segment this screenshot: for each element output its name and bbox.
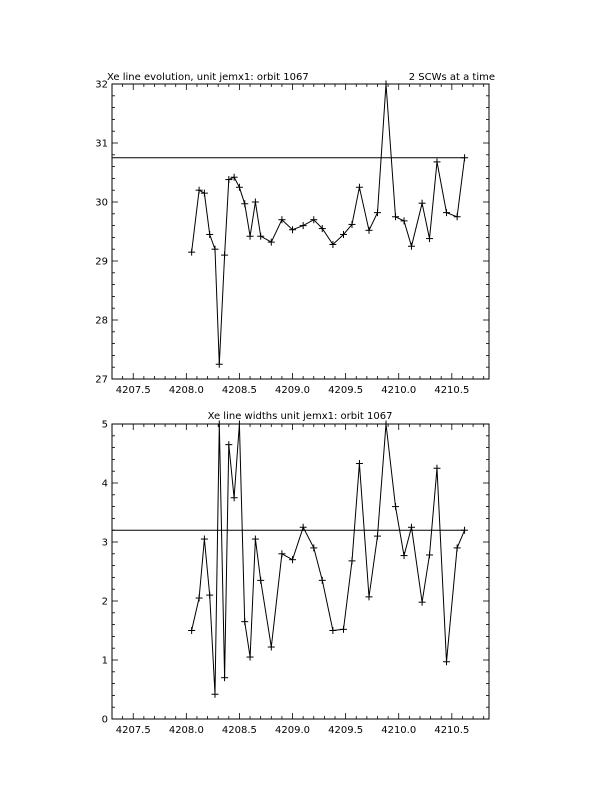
panel-xe-line-evolution <box>95 72 495 396</box>
data-point <box>278 550 285 557</box>
axis-ticks <box>112 84 489 379</box>
chart-title: Xe line widths unit jemx1: orbit 1067 <box>207 411 393 422</box>
y-tick-label: 29 <box>95 256 108 268</box>
data-point <box>408 243 415 250</box>
x-tick-label: 4208.0 <box>168 725 204 736</box>
data-point <box>461 154 468 161</box>
y-tick-label: 4 <box>101 478 108 490</box>
chart-title: Xe line evolution, unit jemx1: orbit 1067 <box>107 72 309 83</box>
x-tick-label: 4209.0 <box>275 725 311 736</box>
data-point <box>319 577 326 584</box>
data-point <box>289 556 296 563</box>
data-point <box>392 503 399 510</box>
data-point <box>221 674 228 681</box>
x-tick-label: 4208.5 <box>221 385 257 396</box>
data-point <box>419 599 426 606</box>
data-point <box>206 592 213 599</box>
x-tick-label: 4210.5 <box>434 725 470 736</box>
plot-frame <box>112 424 489 719</box>
x-tick-label: 4208.5 <box>221 725 257 736</box>
data-point <box>454 213 461 220</box>
x-tick-label: 4210.5 <box>434 385 470 396</box>
data-point <box>247 233 254 240</box>
axis-ticks <box>112 424 489 719</box>
y-tick-label: 1 <box>101 655 108 667</box>
x-tick-label: 4209.5 <box>328 385 364 396</box>
data-point <box>401 217 408 224</box>
data-point <box>426 235 433 242</box>
y-tick-label: 0 <box>101 714 108 726</box>
data-point <box>426 551 433 558</box>
data-point <box>365 593 372 600</box>
y-tick-label: 30 <box>95 197 108 209</box>
y-tick-label: 31 <box>95 138 108 150</box>
data-point <box>206 231 213 238</box>
tick-labels <box>102 420 470 737</box>
data-point <box>221 252 228 259</box>
data-point <box>300 222 307 229</box>
data-point <box>268 644 275 651</box>
data-point <box>356 460 363 467</box>
data-point <box>241 200 248 207</box>
plot-area <box>112 421 468 698</box>
data-series-line <box>192 424 465 694</box>
data-point <box>443 658 450 665</box>
plot-area <box>112 81 468 368</box>
data-point <box>257 233 264 240</box>
data-point <box>216 361 223 368</box>
data-point <box>252 199 259 206</box>
data-point <box>356 184 363 191</box>
data-point <box>252 536 259 543</box>
y-tick-label: 3 <box>101 537 108 549</box>
y-tick-label: 28 <box>95 315 108 327</box>
y-tick-label: 5 <box>101 419 108 431</box>
data-point <box>201 536 208 543</box>
data-point <box>461 527 468 534</box>
y-tick-label: 27 <box>95 374 108 386</box>
data-point <box>268 239 275 246</box>
x-tick-label: 4210.0 <box>381 385 417 396</box>
data-point <box>231 494 238 501</box>
x-tick-label: 4207.5 <box>115 725 151 736</box>
data-point <box>225 441 232 448</box>
data-point <box>188 249 195 256</box>
x-tick-label: 4209.5 <box>328 725 364 736</box>
panel-xe-line-widths <box>102 411 489 736</box>
x-tick-label: 4208.0 <box>168 385 204 396</box>
data-point <box>236 184 243 191</box>
data-point <box>454 544 461 551</box>
data-point <box>349 557 356 564</box>
data-point <box>257 577 264 584</box>
data-point <box>329 627 336 634</box>
x-tick-label: 4210.0 <box>381 725 417 736</box>
data-point <box>247 654 254 661</box>
data-point <box>365 227 372 234</box>
data-point <box>212 691 219 698</box>
chart-subtitle: 2 SCWs at a time <box>408 72 495 83</box>
data-point <box>443 209 450 216</box>
data-point <box>196 595 203 602</box>
data-point <box>392 213 399 220</box>
data-point <box>188 627 195 634</box>
data-series-line <box>192 84 465 364</box>
plot-frame <box>112 84 489 379</box>
data-point <box>310 544 317 551</box>
x-tick-label: 4209.0 <box>275 385 311 396</box>
y-tick-label: 2 <box>101 596 108 608</box>
data-point <box>419 200 426 207</box>
data-point <box>433 465 440 472</box>
y-tick-label: 32 <box>95 79 108 91</box>
data-point <box>212 246 219 253</box>
data-point <box>401 552 408 559</box>
data-point <box>241 618 248 625</box>
data-point <box>433 158 440 165</box>
data-point <box>374 209 381 216</box>
data-point <box>340 626 347 633</box>
x-tick-label: 4207.5 <box>115 385 151 396</box>
data-point <box>374 533 381 540</box>
